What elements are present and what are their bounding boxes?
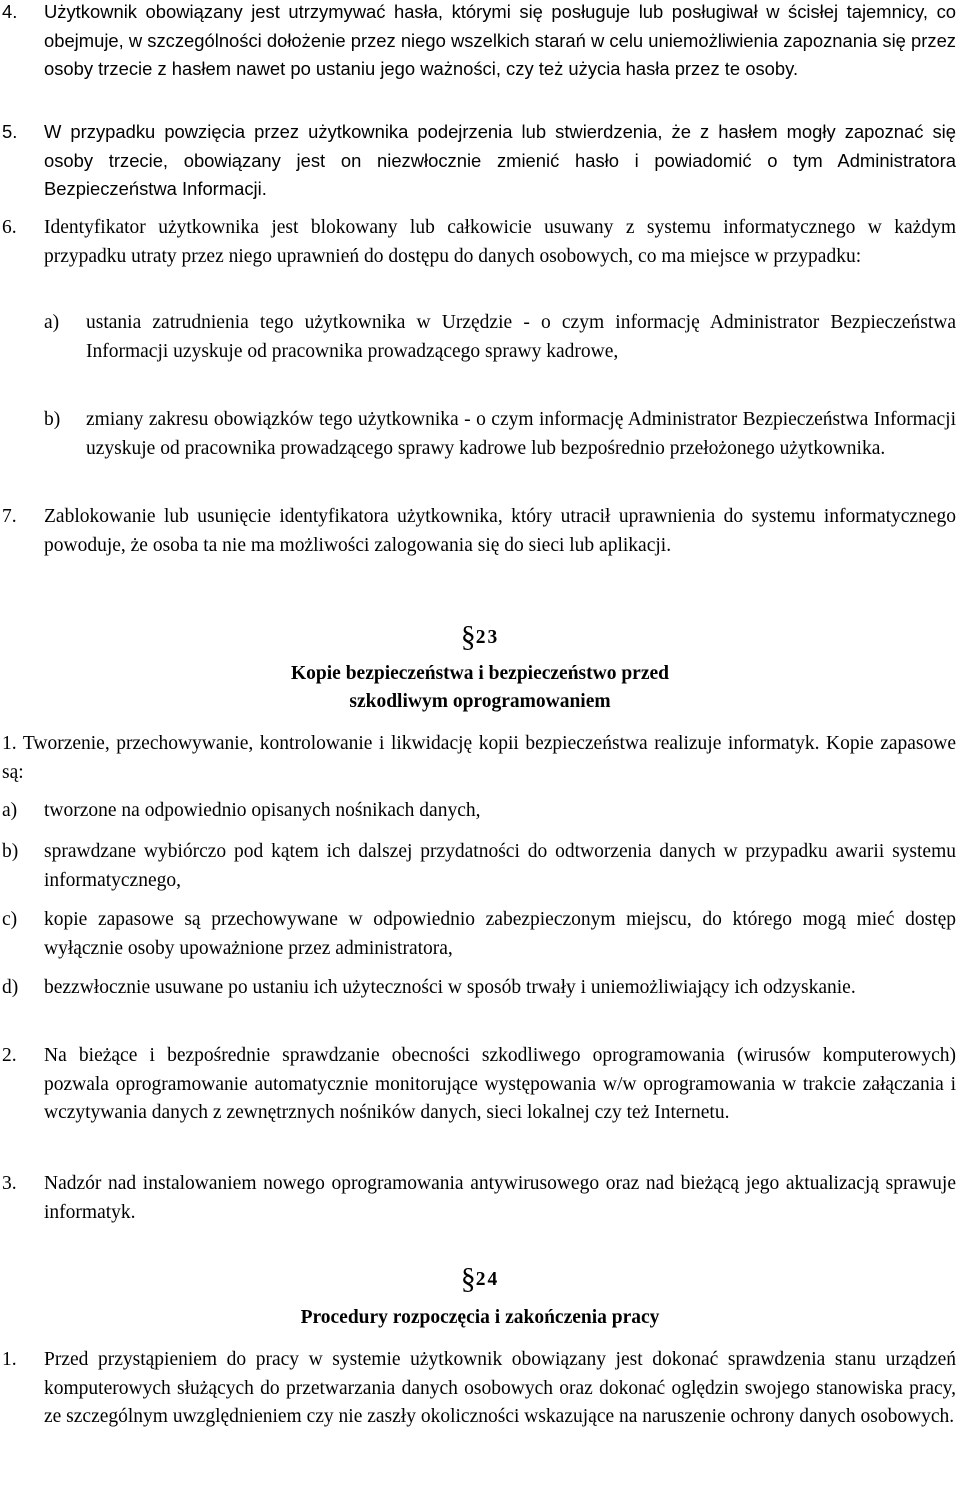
item-text: W przypadku powzięcia przez użytkownika podejrzenia lub stwierdzenia, że z hasłem mogły zapoznać się osoby trzecie, obowiązany jest on niezwłocznie zmienić hasło i powiadomić o tym Administratora Bezpieczeństwa Informacji. [44, 121, 956, 199]
list-item-5 [2, 118, 956, 204]
sub-item-text: ustania zatrudnienia tego użytkownika w Urzędzie - o czym informację Administrator Bezpieczeństwa Informacji uzyskuje od pracownika prowadzącego sprawy kadrowe, [86, 312, 956, 362]
item-text: Przed przystąpieniem do pracy w systemie użytkownik obowiązany jest dokonać sprawdzenia stanu urządzeń komputerowych służących do przetwarzania danych osobowych oraz dokonać oględzin swojego stanowiska pracy, ze szczególnym uwzględnieniem czy nie zaszły okoliczności wskazujące na naruszenie ochrony danych osobowych. [44, 1349, 956, 1427]
section-23-paragraph-1 [2, 730, 956, 787]
item-number: 5. [2, 121, 18, 142]
list-item-4 [2, 0, 956, 84]
heading-line-2: szkodliwym oprogramowaniem [349, 691, 611, 712]
sub-item-letter: d) [2, 977, 19, 998]
backup-item-b [2, 838, 956, 895]
item-number: 3. [2, 1173, 17, 1194]
paragraph-text: 1. Tworzenie, przechowywanie, kontrolowanie i likwidację kopii bezpieczeństwa realizuje informatyk. Kopie zapasowe są: [2, 733, 956, 783]
item-number: 6. [2, 217, 17, 238]
sub-item-b [44, 406, 956, 463]
section-heading-24 [0, 1304, 960, 1332]
section-number: 24 [475, 1269, 500, 1290]
sub-item-letter: b) [2, 841, 19, 862]
list-item-7 [2, 503, 956, 560]
section-23-item-3 [2, 1170, 956, 1227]
sub-item-text: sprawdzane wybiórczo pod kątem ich dalszej przydatności do odtworzenia danych w przypadku awarii systemu informatycznego, [44, 841, 956, 891]
heading-line: Procedury rozpoczęcia i zakończenia pracy [300, 1307, 660, 1328]
item-number: 4. [2, 1, 18, 22]
item-text: Zablokowanie lub usunięcie identyfikatora użytkownika, który utracił uprawnienia do systemu informatycznego powoduje, że osoba ta nie ma możliwości zalogowania się do sieci lub aplikacji. [44, 506, 956, 556]
sub-item-text: zmiany zakresu obowiązków tego użytkownika - o czym informację Administrator Bezpieczeństwa Informacji uzyskuje od pracownika prowadzącego sprawy kadrowe lub bezpośrednio przełożonego użytkownika. [86, 409, 956, 459]
backup-item-c [2, 906, 956, 963]
sub-item-text: bezzwłocznie usuwane po ustaniu ich użyteczności w sposób trwały i uniemożliwiający ich odzyskanie. [44, 977, 856, 998]
section-number-23 [0, 620, 960, 653]
section-number-24 [0, 1262, 960, 1295]
section-number: 23 [475, 627, 500, 648]
section-24-item-1 [2, 1346, 956, 1432]
sub-item-text: kopie zapasowe są przechowywane w odpowiednio zabezpieczonym miejscu, do którego mogą mieć dostęp wyłącznie osoby upoważnione przez administratora, [44, 909, 956, 959]
item-text: Nadzór nad instalowaniem nowego oprogramowania antywirusowego oraz nad bieżącą jego aktualizacją sprawuje informatyk. [44, 1173, 956, 1223]
sub-item-text: tworzone na odpowiednio opisanych nośnikach danych, [44, 800, 481, 821]
section-heading-23 [0, 660, 960, 716]
item-number: 7. [2, 506, 17, 527]
item-number: 2. [2, 1045, 17, 1066]
sub-item-letter: a) [2, 800, 18, 821]
heading-line-1: Kopie bezpieczeństwa i bezpieczeństwo przed [290, 663, 669, 684]
section-23-item-2 [2, 1042, 956, 1128]
sub-item-letter: b) [44, 409, 61, 430]
sub-item-a [44, 309, 956, 366]
item-text: Na bieżące i bezpośrednie sprawdzanie obecności szkodliwego oprogramowania (wirusów komputerowych) pozwala oprogramowanie automatycznie monitorujące występowania w/w oprogramowania w trakcie załączania i wczytywania danych z zewnętrznych nośników danych, sieci lokalnej czy też Internetu. [44, 1045, 956, 1123]
item-text: Użytkownik obowiązany jest utrzymywać hasła, którymi się posługuje lub posługiwał w ścisłej tajemnicy, co obejmuje, w szczególności dołożenie przez niego wszelkich starań w celu uniemożliwienia zapoznania się przez osoby trzecie z hasłem nawet po ustaniu jego ważności, czy też użycia hasła przez te osoby. [44, 1, 956, 79]
section-sign: § [460, 620, 476, 653]
backup-item-d [2, 974, 956, 1003]
section-sign: § [460, 1262, 476, 1295]
list-item-6 [2, 214, 956, 271]
sub-item-letter: a) [44, 312, 60, 333]
sub-item-letter: c) [2, 909, 18, 930]
item-number: 1. [2, 1349, 17, 1370]
item-text: Identyfikator użytkownika jest blokowany lub całkowicie usuwany z systemu informatycznego w każdym przypadku utraty przez niego uprawnień do dostępu do danych osobowych, co ma miejsce w przypadku: [44, 217, 956, 267]
backup-item-a [2, 797, 956, 826]
